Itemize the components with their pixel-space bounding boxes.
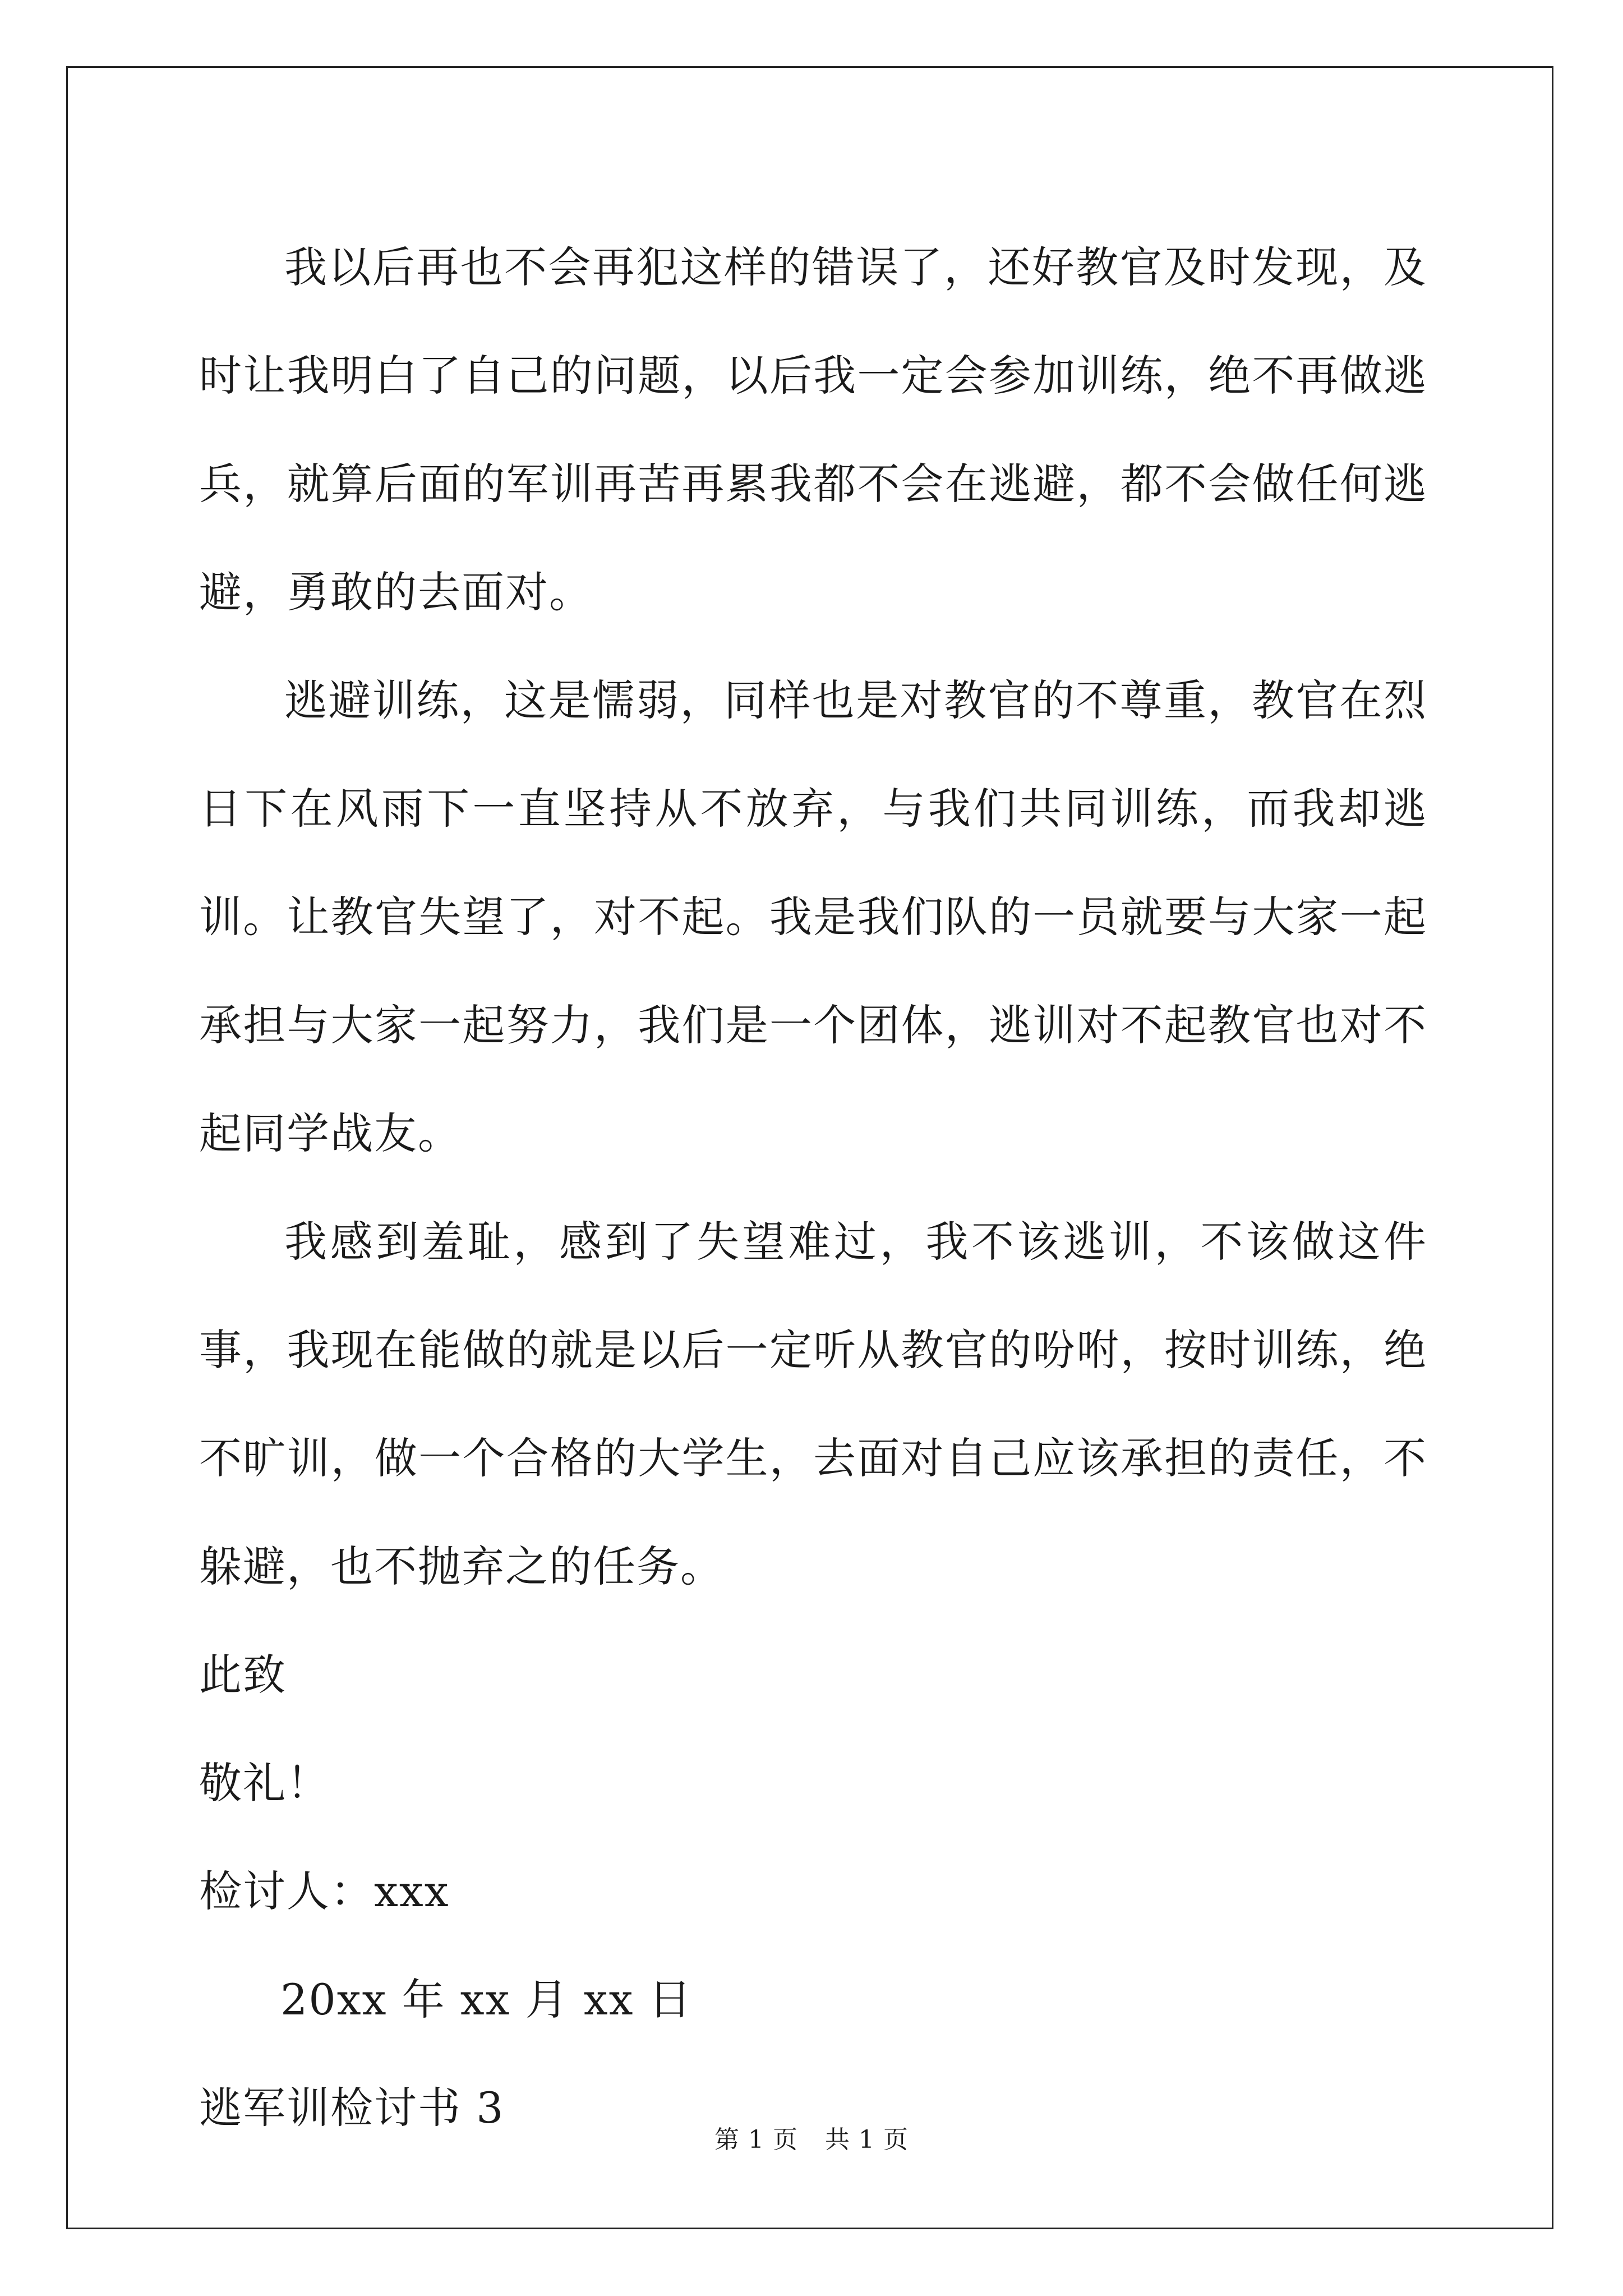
paragraph-3: 我感到羞耻，感到了失望难过，我不该逃训，不该做这件事，我现在能做的就是以后一定听从教官的吩咐，按时训练，绝不旷训，做一个合格的大学生，去面对自己应该承担的责任，不躲避，也不抛弃之的任务。	[199, 1217, 1427, 1591]
signer-line: 检讨人：xxx	[199, 1866, 450, 1916]
page-current: 第 1 页	[714, 2125, 798, 2154]
date-line: 20xx 年 xx 月 xx 日	[280, 1975, 693, 2024]
page-total: 共 1 页	[825, 2125, 909, 2154]
salutation-line: 敬礼！	[199, 1758, 330, 1808]
paragraph-2: 逃避训练，这是懦弱，同样也是对教官的不尊重，教官在烈日下在风雨下一直坚持从不放弃，与我们共同训练，而我却逃训。让教官失望了，对不起。我是我们队的一员就要与大家一起承担与大家一起努力，我们是一个团体，逃训对不起教官也对不起同学战友。	[199, 675, 1427, 1158]
page-footer	[0, 2123, 1623, 2157]
paragraph-1: 我以后再也不会再犯这样的错误了，还好教官及时发现，及时让我明白了自己的问题，以后我一定会参加训练，绝不再做逃兵，就算后面的军训再苦再累我都不会在逃避，都不会做任何逃避，勇敢的去面对。	[199, 242, 1427, 617]
closing-line: 此致	[199, 1650, 287, 1700]
next-document-title: 逃军训检讨书 3	[199, 2083, 505, 2133]
document-body	[199, 213, 1427, 2162]
